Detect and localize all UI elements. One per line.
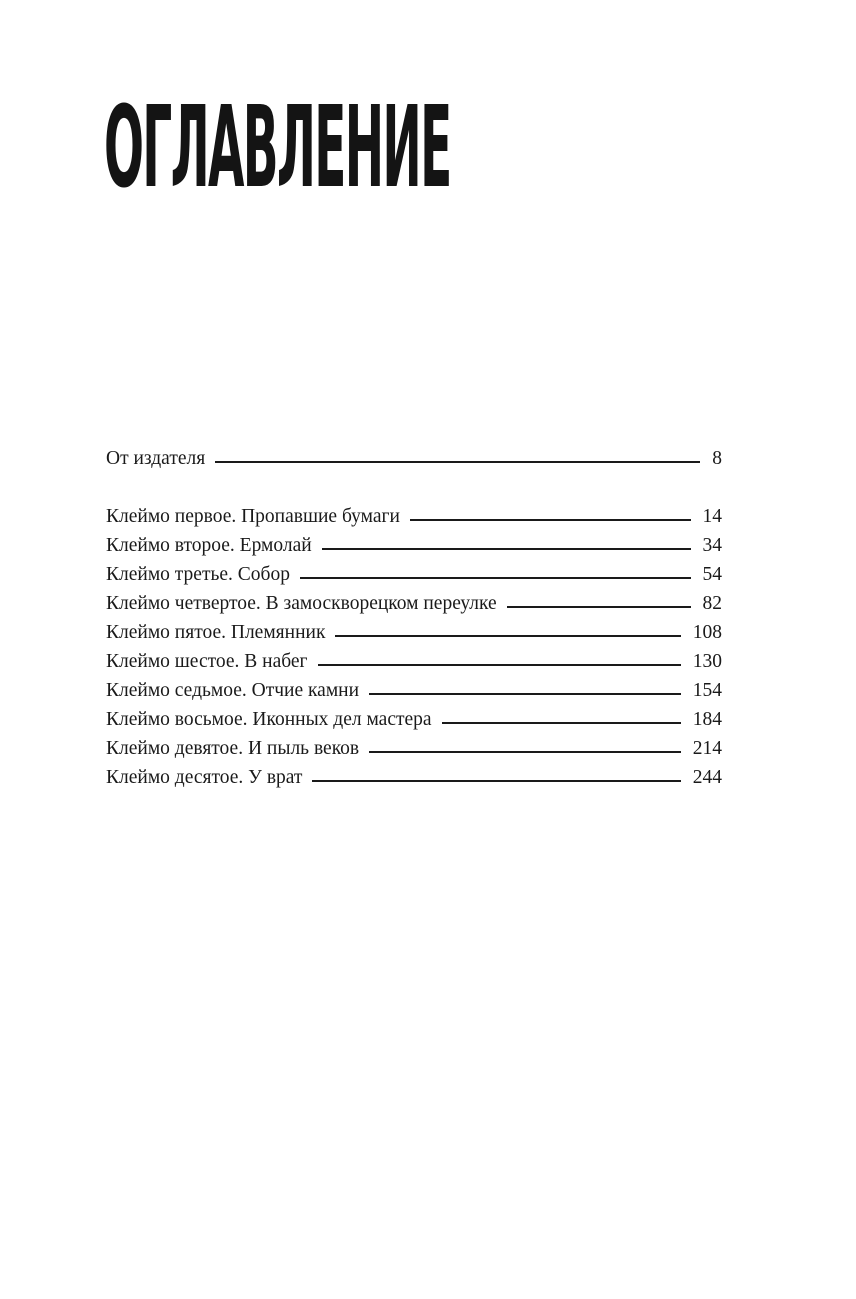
toc-entry-page-number: 184	[692, 709, 722, 730]
dot-leader-line	[410, 519, 691, 521]
toc-entry	[106, 647, 722, 676]
toc-entry-publisher-note	[106, 444, 722, 473]
toc-entry-page-number: 108	[692, 622, 722, 643]
toc-entry-title: Клеймо второе. Ермолай	[106, 535, 312, 556]
toc-entry	[106, 676, 722, 705]
toc-entry-title: Клеймо десятое. У врат	[106, 767, 303, 788]
toc-entry-title: От издателя	[106, 448, 206, 469]
toc-entry-page-number: 14	[702, 506, 722, 527]
dot-leader-line	[335, 635, 680, 637]
dot-leader-line	[312, 780, 680, 782]
page-title: ОГЛАВЛЕНИЕ	[104, 83, 451, 213]
toc-entry-page-number: 34	[702, 535, 722, 556]
toc-entry	[106, 734, 722, 763]
toc-entry-title: Клеймо пятое. Племянник	[106, 622, 326, 643]
dot-leader-line	[442, 722, 681, 724]
toc-entry-page-number: 244	[692, 767, 722, 788]
toc-entry	[106, 502, 722, 531]
toc-entry-page-number: 154	[692, 680, 722, 701]
dot-leader-line	[318, 664, 681, 666]
toc-entry-title: Клеймо первое. Пропавшие бумаги	[106, 506, 400, 527]
toc-entry-title: Клеймо третье. Собор	[106, 564, 290, 585]
toc-entry	[106, 705, 722, 734]
dot-leader-line	[322, 548, 691, 550]
toc-entry-page-number: 130	[692, 651, 722, 672]
dot-leader-line	[507, 606, 691, 608]
toc-entry-title: Клеймо восьмое. Иконных дел мастера	[106, 709, 432, 730]
toc-entry	[106, 531, 722, 560]
table-of-contents	[106, 444, 722, 792]
dot-leader-line	[369, 693, 681, 695]
toc-entry-title: Клеймо четвертое. В замоскворецком переулке	[106, 593, 497, 614]
toc-entry-title: Клеймо шестое. В набег	[106, 651, 308, 672]
dot-leader-line	[215, 461, 700, 463]
dot-leader-line	[300, 577, 691, 579]
dot-leader-line	[369, 751, 681, 753]
toc-entry	[106, 560, 722, 589]
toc-entry-page-number: 214	[692, 738, 722, 759]
toc-entry	[106, 763, 722, 792]
toc-entry	[106, 618, 722, 647]
toc-entry-page-number: 8	[712, 448, 722, 469]
toc-entry-page-number: 82	[702, 593, 722, 614]
toc-entry-page-number: 54	[702, 564, 722, 585]
toc-entry-title: Клеймо девятое. И пыль веков	[106, 738, 360, 759]
toc-entry	[106, 589, 722, 618]
toc-entry-title: Клеймо седьмое. Отчие камни	[106, 680, 360, 701]
